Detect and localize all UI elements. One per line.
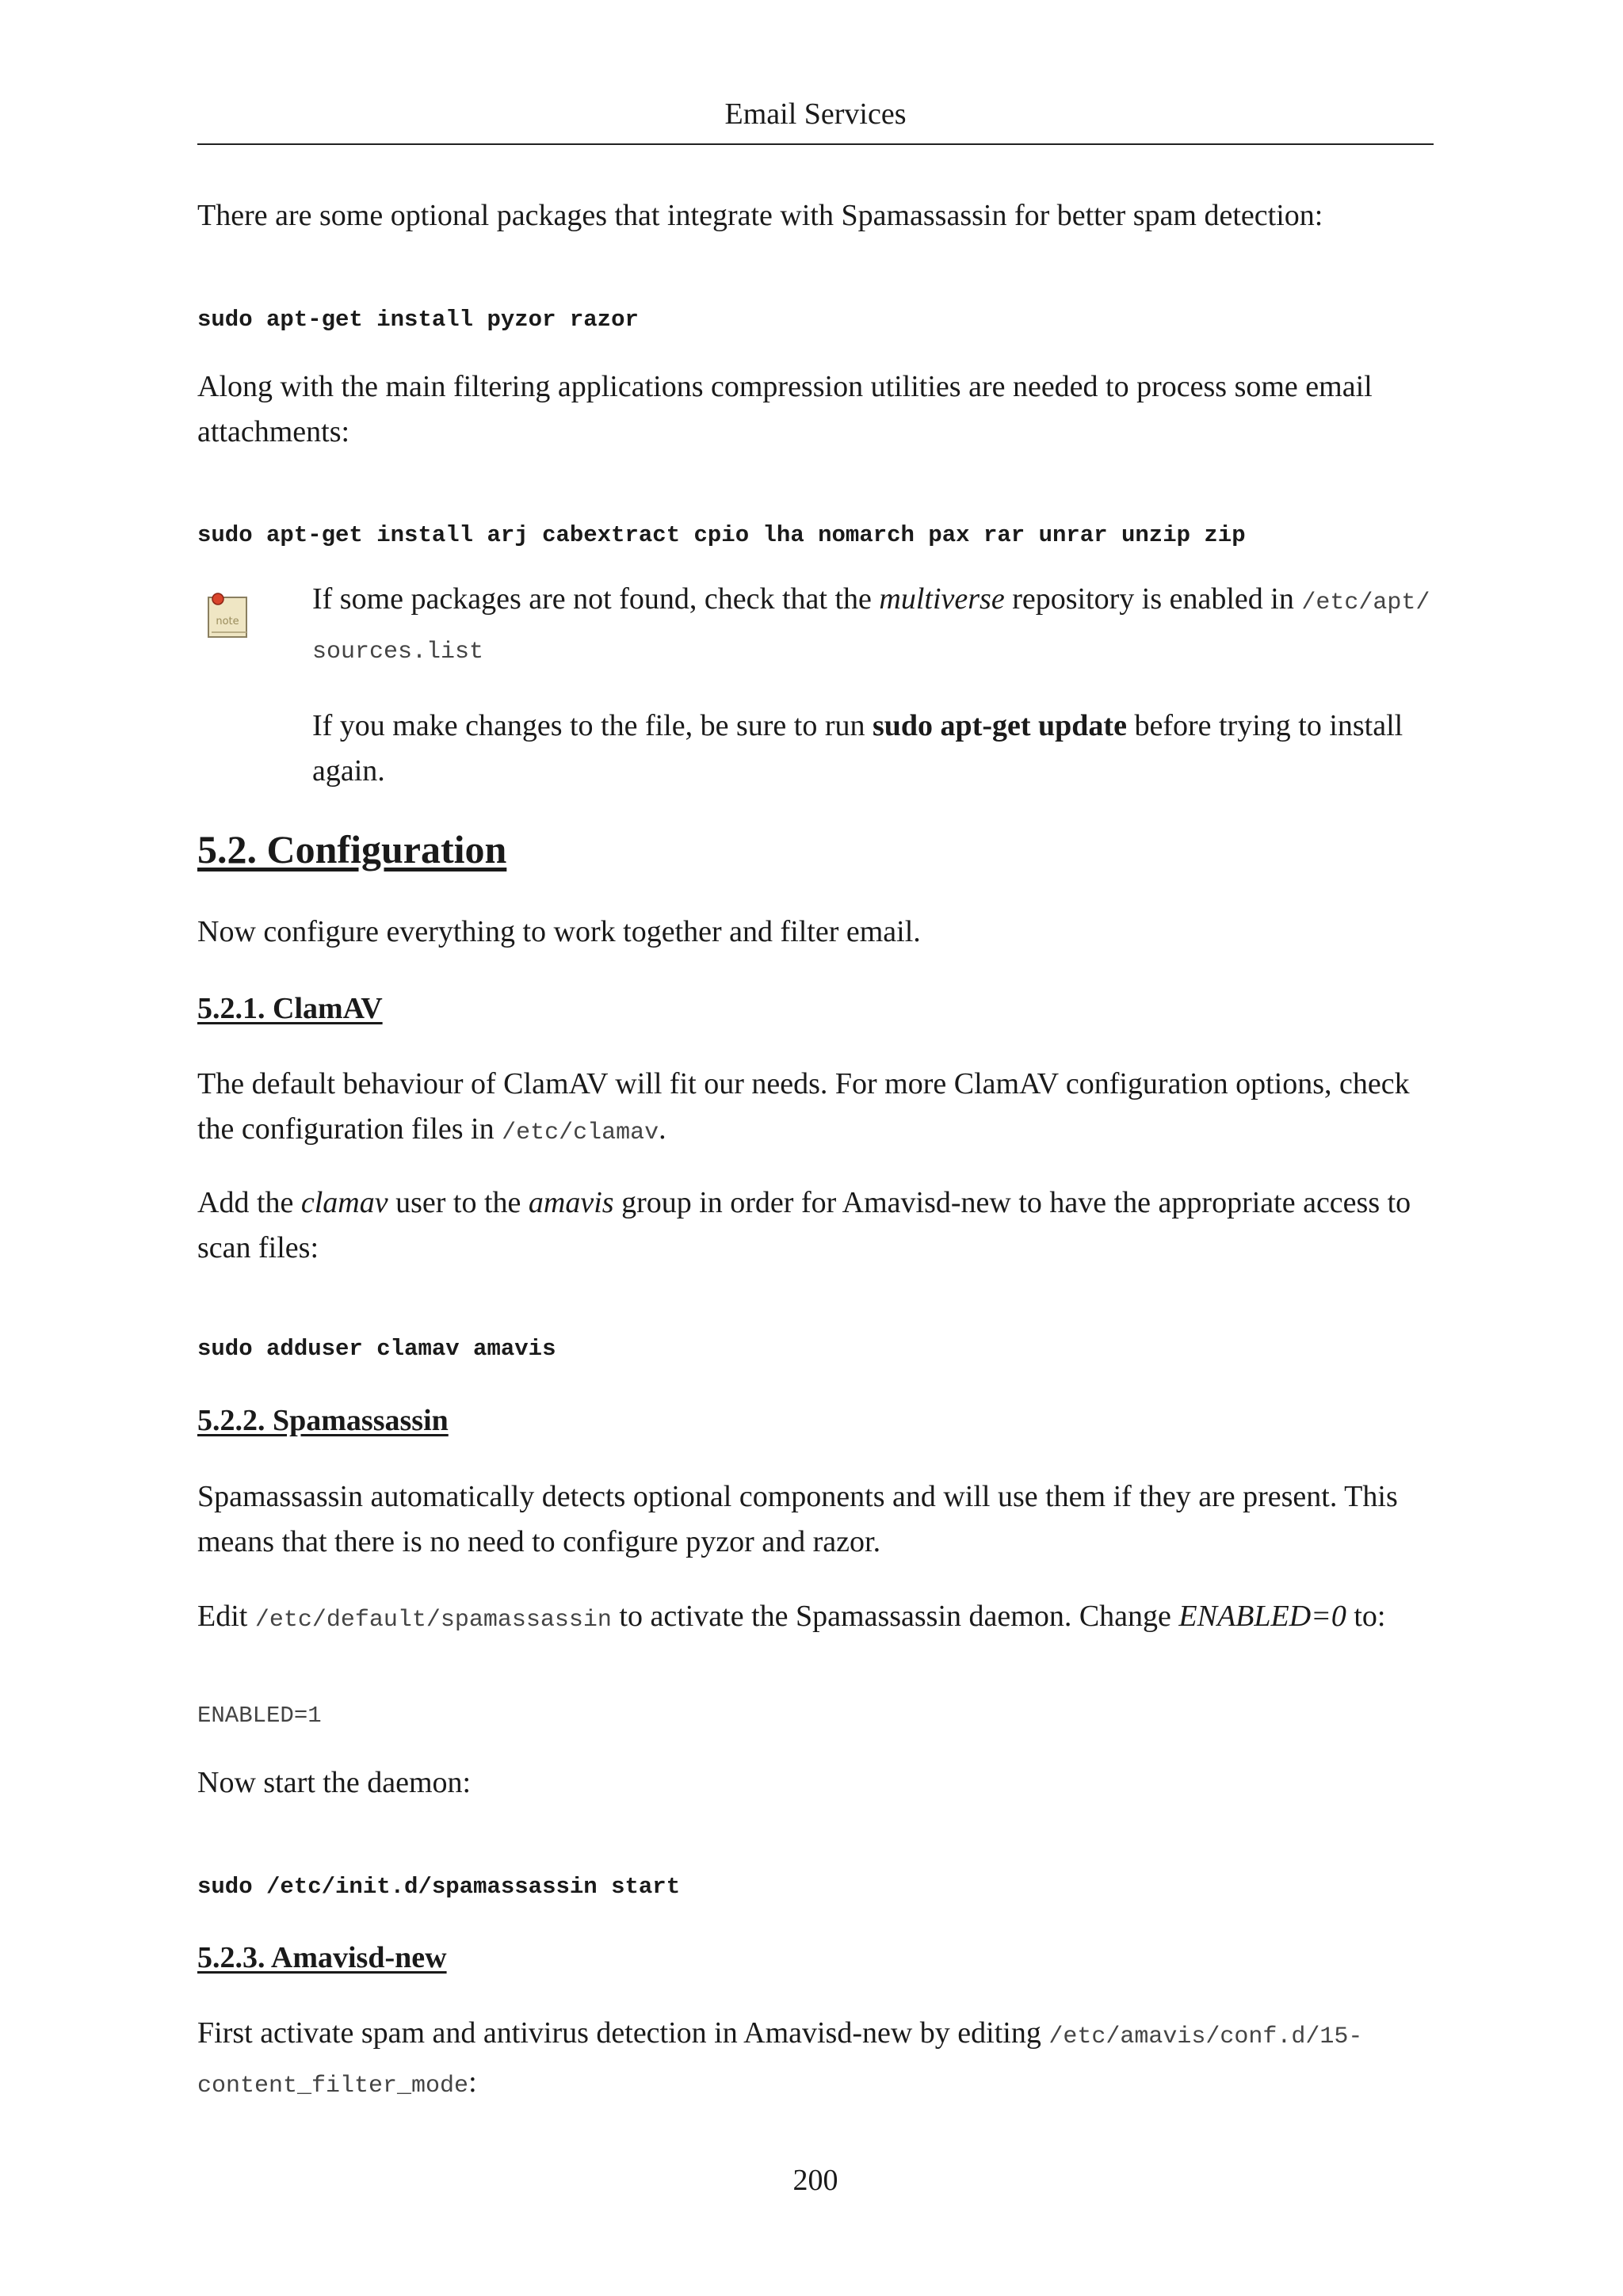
command-install-compression: sudo apt-get install arj cabextract cpio lha nomarch pax rar unrar unzip zip: [197, 522, 1246, 548]
path-etc-clamav: /etc/clamav: [502, 1119, 659, 1146]
command-apt-get-update: sudo apt-get update: [873, 709, 1127, 742]
paragraph-start-daemon: Now start the daemon:: [197, 1766, 472, 1799]
command-install-pyzor-razor: sudo apt-get install pyzor razor: [197, 307, 639, 333]
paragraph-add-clamav-user: Add the clamav user to the amavis group in order for Amavisd-new to have the appropriate access to scan files:: [197, 1186, 1411, 1264]
paragraph-clamav-default: The default behaviour of ClamAV will fit our needs. For more ClamAV configuration options, check the configuration files in /etc/clamav.: [197, 1067, 1410, 1146]
subsection-heading-amavisd-new: 5.2.3. Amavisd-new: [197, 1941, 447, 1974]
note-icon: [205, 591, 250, 640]
paragraph-optional-packages: There are some optional packages that integrate with Spamassassin for better spam detection:: [197, 199, 1323, 232]
paragraph-spamassassin-detects: Spamassassin automatically detects optional components and will use them if they are present. This means that there is no need to configure pyzor and razor.: [197, 1480, 1398, 1558]
document-page: [197, 0, 1434, 2296]
subsection-heading-clamav: 5.2.1. ClamAV: [197, 992, 383, 1025]
paragraph-edit-spamassassin: Edit /etc/default/spamassassin to activate the Spamassassin daemon. Change ENABLED=0 to:: [197, 1600, 1386, 1634]
note-text: [312, 577, 1434, 794]
term-amavis: amavis: [528, 1186, 614, 1219]
page-number: 200: [792, 2164, 838, 2197]
note-line-2: If you make changes to the file, be sure to run sudo apt-get update before trying to install again.: [312, 709, 1403, 788]
header-rule: [197, 143, 1434, 145]
command-adduser: sudo adduser clamav amavis: [197, 1336, 556, 1362]
note-line-1: If some packages are not found, check that the multiverse repository is enabled in /etc/apt/ sources.list: [312, 582, 1430, 666]
paragraph-compression-utilities: Along with the main filtering applications compression utilities are needed to process some email attachments:: [197, 370, 1373, 448]
path-content-filter-mode: /etc/amavis/conf.d/15- content_filter_mode: [197, 2023, 1363, 2100]
note-icon-label: note: [216, 616, 239, 627]
term-clamav: clamav: [300, 1186, 388, 1219]
section-heading-configuration: 5.2. Configuration: [197, 827, 507, 871]
path-etc-default-spamassassin: /etc/default/spamassassin: [254, 1607, 612, 1634]
path-sources-list: /etc/apt/ sources.list: [312, 589, 1430, 666]
running-header: Email Services: [724, 97, 907, 131]
term-multiverse: multiverse: [879, 582, 1005, 616]
paragraph-configure-intro: Now configure everything to work together and filter email.: [197, 915, 921, 948]
term-enabled-0: ENABLED=0: [1178, 1600, 1346, 1633]
note-box: [197, 577, 1434, 800]
command-start-spamassassin: sudo /etc/init.d/spamassassin start: [197, 1874, 681, 1900]
code-enabled-1: ENABLED=1: [197, 1703, 322, 1729]
paragraph-activate-amavisd: First activate spam and antivirus detection in Amavisd-new by editing /etc/amavis/conf.d/15- content_filter_mode:: [197, 2016, 1363, 2100]
subsection-heading-spamassassin: 5.2.2. Spamassassin: [197, 1404, 449, 1437]
